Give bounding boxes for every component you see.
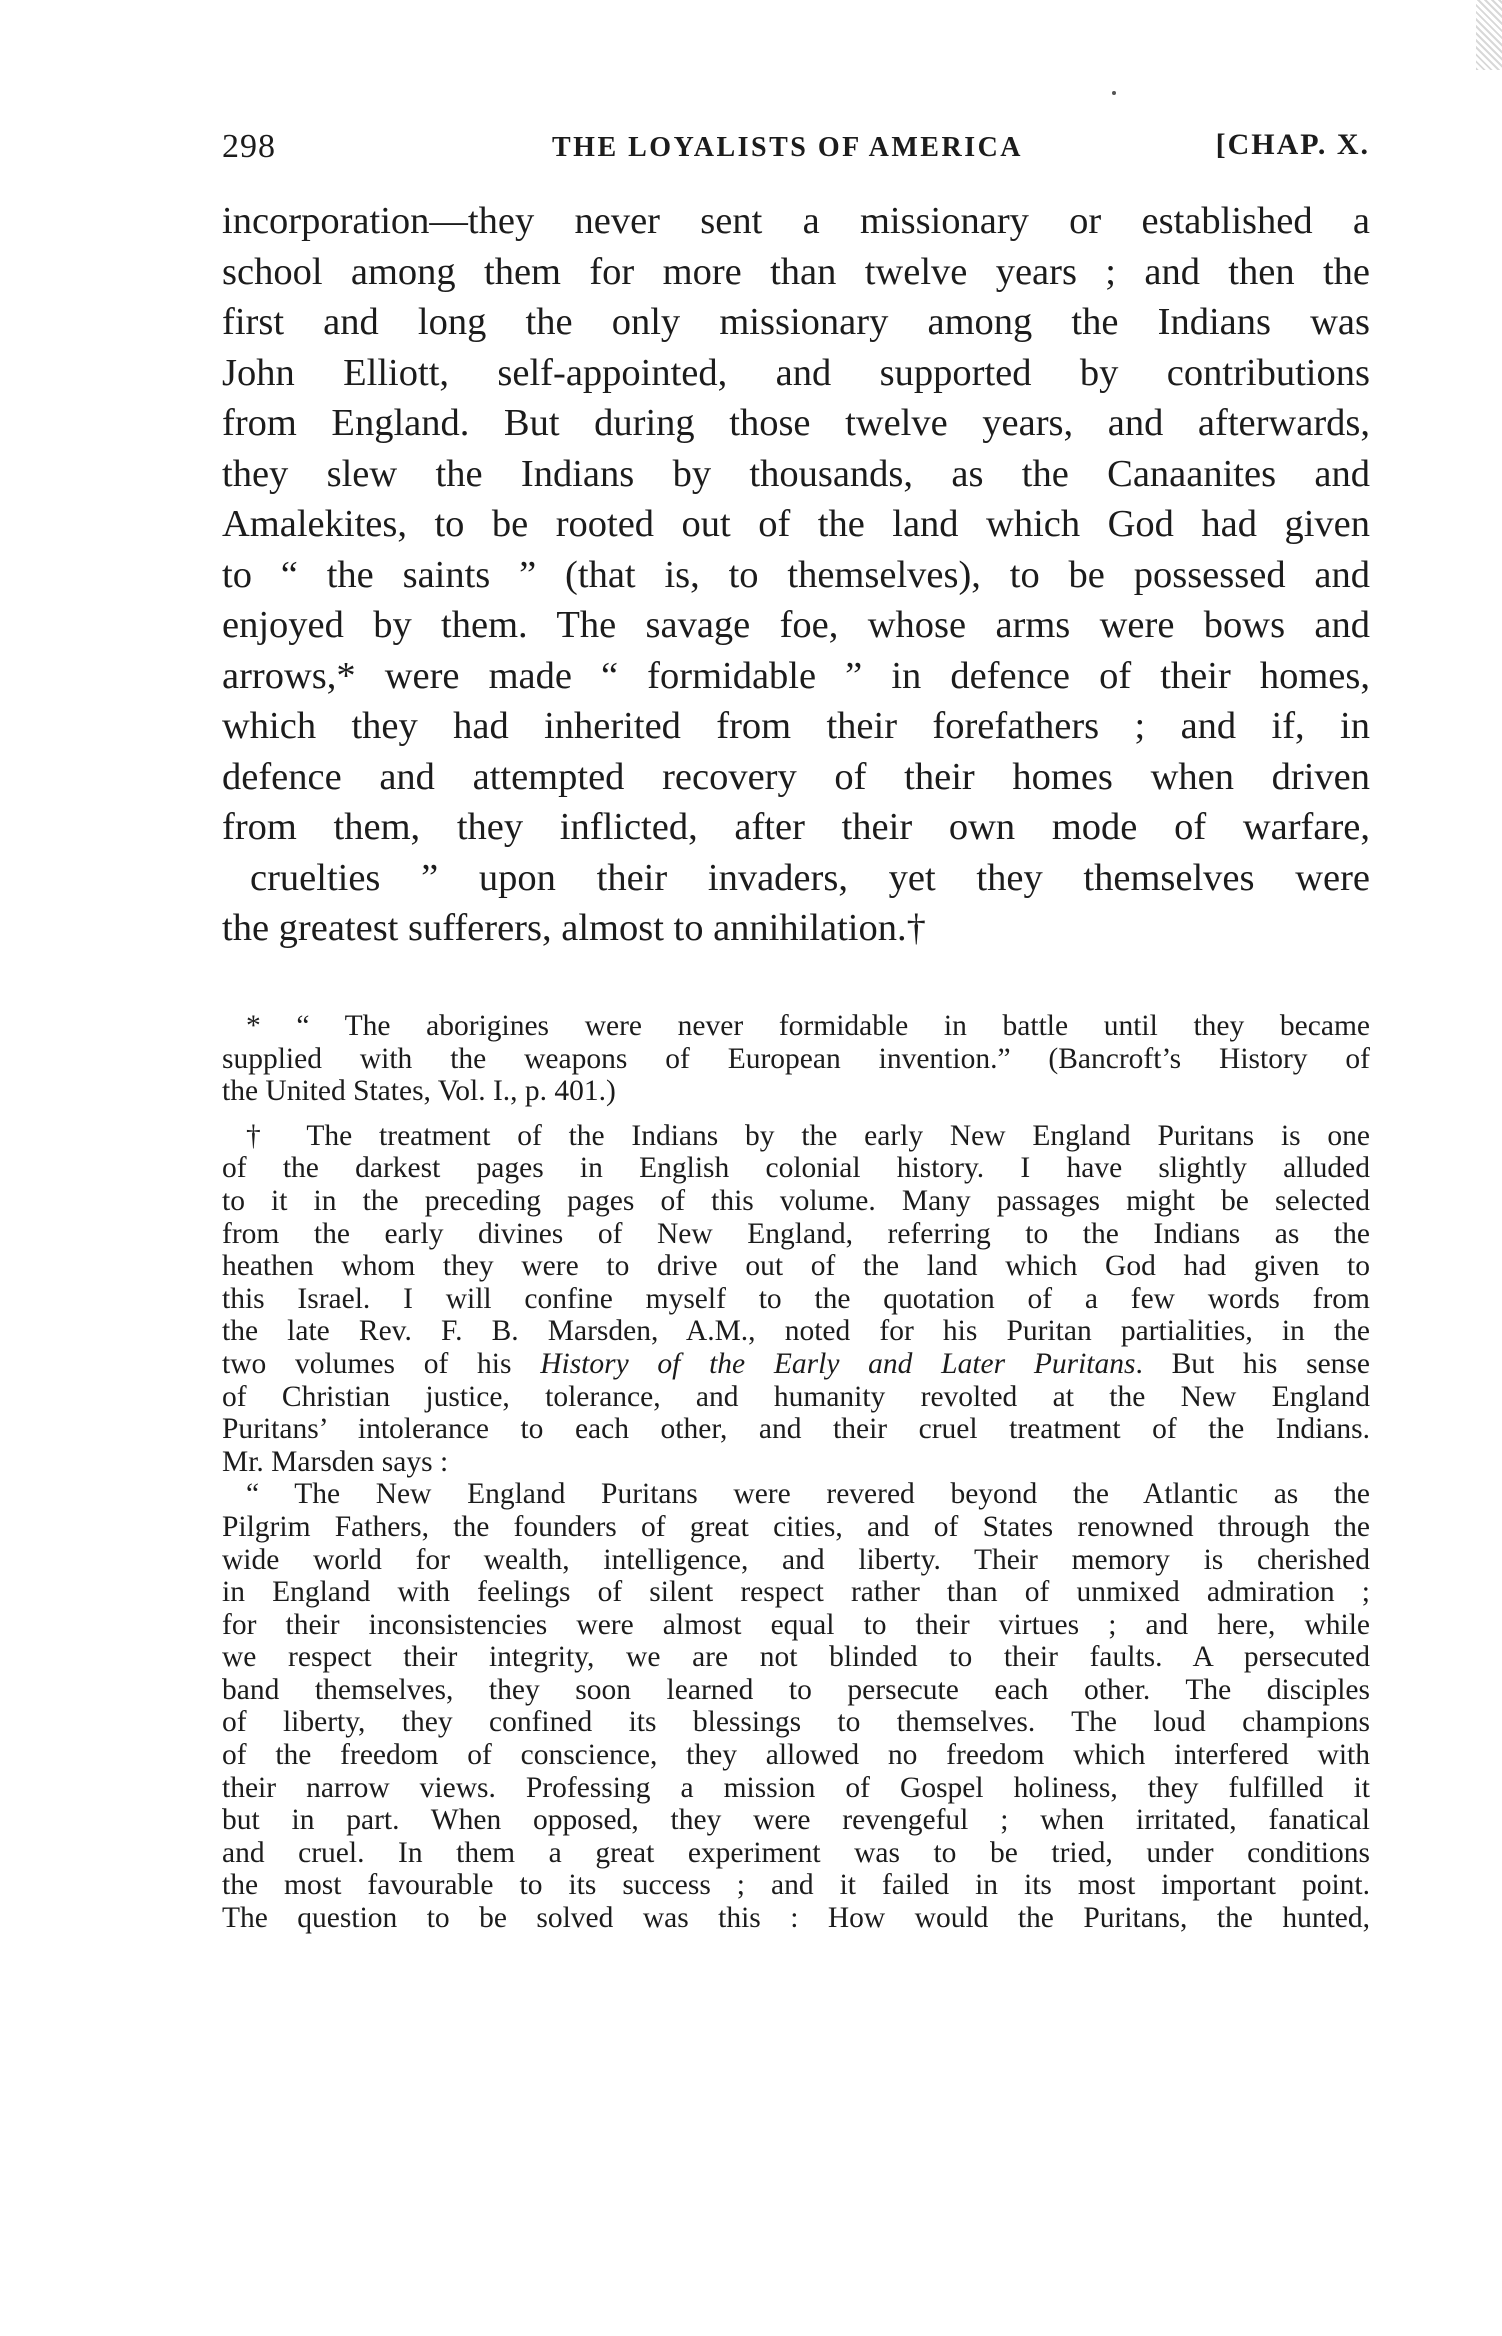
quote-line: “ The New England Puritans were revered beyond the Atlantic as the: [246, 1478, 1370, 1511]
footnote-line: Mr. Marsden says :: [222, 1445, 449, 1478]
footnote-line: two volumes of his History of the Early and Later Puritans. But his sense: [222, 1347, 1371, 1380]
quote-line: and cruel. In them a great experiment was to be tried, under conditions: [222, 1836, 1370, 1869]
quote-line: their narrow views. Professing a mission of Gospel holiness, they fulfilled it: [222, 1771, 1370, 1804]
running-header: [222, 128, 1370, 172]
footnote-line: the United States, Vol. I., p. 401.): [222, 1075, 616, 1108]
body-line: they slew the Indians by thousands, as the Canaanites and: [222, 452, 1370, 495]
book-title-italic: History of the Early and Later Puritans: [540, 1347, 1136, 1380]
quote-line: of liberty, they confined its blessings to themselves. The loud champions: [222, 1706, 1370, 1739]
body-line: enjoyed by them. The savage foe, whose arms were bows and: [222, 604, 1370, 646]
footnote-spacer: [222, 1108, 1370, 1120]
quote-line: but in part. When opposed, they were revengeful ; when irritated, fanatical: [222, 1804, 1370, 1837]
body-line: to “ the saints ” (that is, to themselves), to be possessed and: [222, 553, 1370, 596]
footnote-line: of the darkest pages in English colonial history. I have slightly alluded: [222, 1152, 1370, 1185]
body-line: defence and attempted recovery of their homes when driven: [222, 755, 1370, 798]
footnote-asterisk: [222, 1010, 1370, 1108]
chapter-reference: [CHAP. X.: [1215, 128, 1370, 161]
footnote-line: of Christian justice, tolerance, and humanity revolted at the New England: [222, 1380, 1370, 1413]
quote-line: Pilgrim Fathers, the founders of great cities, and of States renowned through the: [222, 1510, 1370, 1543]
quote-line: band themselves, they soon learned to persecute each other. The disciples: [222, 1673, 1370, 1706]
body-line: cruelties ” upon their invaders, yet they themselves were: [250, 856, 1370, 899]
quote-line: The question to be solved was this : How would the Puritans, the hunted,: [222, 1902, 1370, 1935]
body-line: John Elliott, self-appointed, and supported by contributions: [222, 351, 1370, 394]
footnote-quotation: [222, 1478, 1370, 1934]
body-line: incorporation—they never sent a missionary or established a: [222, 200, 1370, 242]
footnote-line: the late Rev. F. B. Marsden, A.M., noted for his Puritan partialities, in the: [222, 1315, 1370, 1348]
body-line: the greatest sufferers, almost to annihilation.†: [222, 907, 926, 949]
quote-line: for their inconsistencies were almost equal to their virtues ; and here, while: [222, 1608, 1370, 1641]
scan-edge-artifact: [1476, 0, 1502, 70]
running-title: THE LOYALISTS OF AMERICA: [552, 132, 1024, 163]
footnote-line: to it in the preceding pages of this volume. Many passages might be selected: [222, 1184, 1370, 1217]
footnotes: [222, 1010, 1370, 1935]
footnote-line: * “ The aborigines were never formidable in battle until they became: [246, 1010, 1370, 1042]
body-line: first and long the only missionary among the Indians was: [222, 301, 1370, 343]
body-line: from England. But during those twelve years, and afterwards,: [222, 402, 1370, 444]
body-line: from them, they inflicted, after their own mode of warfare,: [222, 806, 1370, 848]
quote-line: the most favourable to its success ; and it failed in its most important point.: [222, 1869, 1370, 1902]
body-line: which they had inherited from their forefathers ; and if, in: [222, 705, 1370, 747]
scan-speck: [1112, 91, 1116, 95]
footnote-line: Puritans’ intolerance to each other, and their cruel treatment of the Indians.: [222, 1413, 1370, 1446]
footnote-line: † The treatment of the Indians by the early New England Puritans is one: [246, 1119, 1370, 1152]
footnote-line: from the early divines of New England, referring to the Indians as the: [222, 1217, 1370, 1250]
footnote-line: heathen whom they were to drive out of the land which God had given to: [222, 1250, 1370, 1283]
quote-line: in England with feelings of silent respect rather than of unmixed admiration ;: [222, 1576, 1370, 1609]
quote-line: of the freedom of conscience, they allowed no freedom which interfered with: [222, 1739, 1370, 1772]
footnote-line: supplied with the weapons of European invention.” (Bancroft’s History of: [222, 1042, 1370, 1075]
quote-line: we respect their integrity, we are not blinded to their faults. A persecuted: [222, 1641, 1370, 1674]
body-line: arrows,* were made “ formidable ” in defence of their homes,: [222, 654, 1370, 697]
body-line: school among them for more than twelve years ; and then the: [222, 250, 1370, 293]
footnote-dagger: [222, 1120, 1370, 1479]
footnote-line: this Israel. I will confine myself to the quotation of a few words from: [222, 1282, 1370, 1315]
quote-line: wide world for wealth, intelligence, and liberty. Their memory is cherished: [222, 1543, 1370, 1576]
main-paragraph: [222, 196, 1370, 954]
page-number: 298: [222, 128, 276, 165]
body-line: Amalekites, to be rooted out of the land which God had given: [222, 503, 1370, 545]
